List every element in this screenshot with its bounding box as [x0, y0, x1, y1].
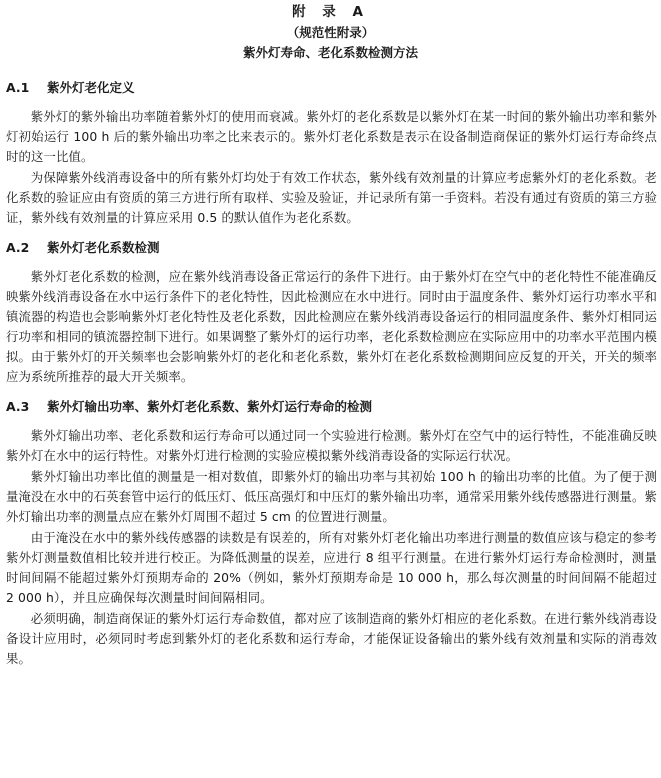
paragraph: 紫外灯输出功率比值的测量是一相对数值，即紫外灯的输出功率与其初始 100 h 的输出功率的比值。为了便于测量淹没在水中的石英套管中运行的低压灯、低压高强灯和中压灯的紫外输出功率，通常采用紫外线传感器进行测量。紫外灯输出功率的测量点应在紫外灯周围不超过 5 cm 的位置进行测量。 [6, 469, 657, 524]
section-number: A.2 [6, 240, 30, 255]
section-a3 [0, 397, 661, 669]
paragraph: 紫外灯输出功率、老化系数和运行寿命可以通过同一个实验进行检测。紫外灯在空气中的运行特性，不能准确反映紫外灯在水中的运行特性。对紫外灯进行检测的实验应模拟紫外线消毒设备的实际运行状况。 [6, 428, 657, 463]
annex-header [0, 0, 661, 63]
normative-label: （规范性附录） [286, 25, 375, 40]
annex-label: 附 录 A [292, 4, 369, 20]
section-title: 紫外灯老化定义 [47, 80, 135, 95]
section-title: 紫外灯输出功率、紫外灯老化系数、紫外灯运行寿命的检测 [47, 399, 373, 414]
section-heading [0, 78, 661, 98]
paragraph: 由于淹没在水中的紫外线传感器的读数是有误差的，所有对紫外灯老化输出功率进行测量的数值应该与稳定的参考紫外灯测量数值相比较并进行校正。为降低测量的误差，应进行 8 组平行测量。在进行紫外灯运行寿命检测时，测量时间间隔不能超过紫外灯预期寿命的 20%（例如，紫外灯预期寿命是 10 000 h，那么每次测量的时间间隔不能超过 2 000 h），并且应确保每次测量时间间隔相同。 [6, 530, 657, 605]
section-heading [0, 397, 661, 417]
section-a1 [0, 78, 661, 228]
section-title: 紫外灯老化系数检测 [47, 240, 160, 255]
annex-title: 紫外灯寿命、老化系数检测方法 [242, 45, 418, 60]
section-number: A.1 [6, 80, 30, 95]
section-a2 [0, 238, 661, 387]
section-number: A.3 [6, 399, 30, 414]
paragraph: 紫外灯的紫外输出功率随着紫外灯的使用而衰减。紫外灯的老化系数是以紫外灯在某一时间的紫外输出功率和紫外灯初始运行 100 h 后的紫外输出功率之比来表示的。紫外灯老化系数是表示在设备制造商保证的紫外灯运行寿命终点时的这一比值。 [6, 109, 657, 164]
paragraph: 必须明确，制造商保证的紫外灯运行寿命数值，都对应了该制造商的紫外灯相应的老化系数。在进行紫外线消毒设备设计应用时，必须同时考虑到紫外灯的老化系数和运行寿命，才能保证设备输出的紫外线有效剂量和实际的消毒效果。 [6, 611, 657, 666]
section-heading [0, 238, 661, 258]
paragraph: 紫外灯老化系数的检测，应在紫外线消毒设备正常运行的条件下进行。由于紫外灯在空气中的老化特性不能准确反映紫外线消毒设备在水中运行条件下的老化特性，因此检测应在水中进行。同时由于温度条件、紫外灯运行功率水平和镇流器的构造也会影响紫外灯老化特性及老化系数，因此检测应在紫外线消毒设备运行的相同温度条件、紫外灯相同运行功率和相同的镇流器控制下进行。如果调整了紫外灯的运行功率，老化系数检测应在实际应用中的功率水平范围内模拟。由于紫外灯的开关频率也会影响紫外灯的老化和老化系数，紫外灯在老化系数检测期间应反复的开关，开关的频率应为系统所推荐的最大开关频率。 [6, 269, 657, 384]
paragraph: 为保障紫外线消毒设备中的所有紫外灯均处于有效工作状态，紫外线有效剂量的计算应考虑紫外灯的老化系数。老化系数的验证应由有资质的第三方进行所有取样、实验及验证，并记录所有第一手资料。若没有通过有资质的第三方验证，紫外线有效剂量的计算应采用 0.5 的默认值作为老化系数。 [6, 170, 657, 225]
